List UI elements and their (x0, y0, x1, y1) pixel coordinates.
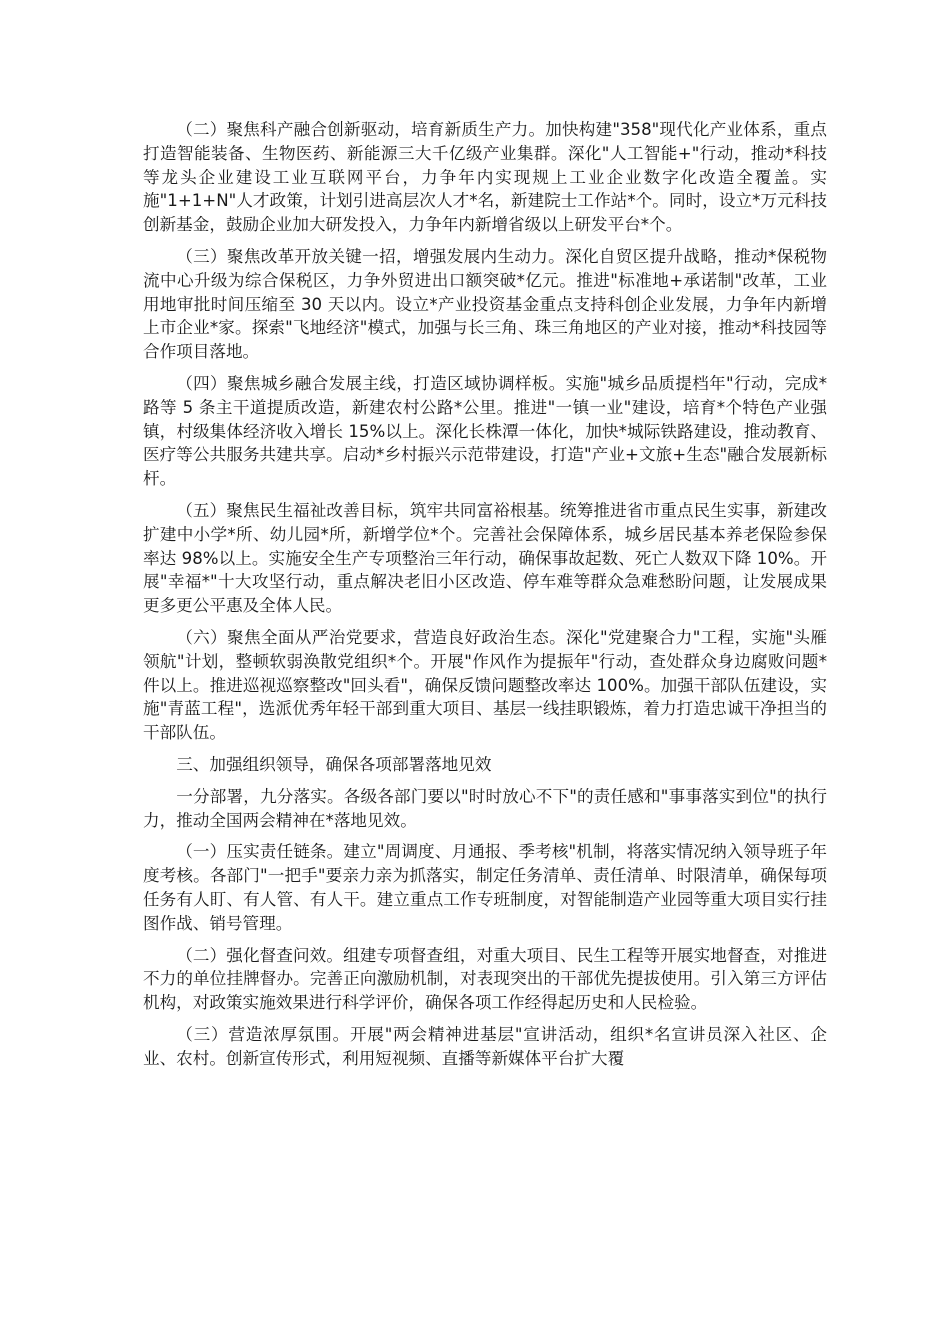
paragraph-section-2-3: （三）聚焦改革开放关键一招，增强发展内生动力。深化自贸区提升战略，推动*保税物流中心升级为综合保税区，力争外贸进出口额突破*亿元。推进"标准地+承诺制"改革，工业用地审批时间压缩至 30 天以内。设立*产业投资基金重点支持科创企业发展，力争年内新增上市企业*家。探索"飞地经济"模式，加强与长三角、珠三角地区的产业对接，推动*科技园等合作项目落地。 (143, 246, 827, 362)
document-body (143, 118, 827, 1078)
section-heading-3: 三、加强组织领导，确保各项部署落地见效 (176, 754, 492, 774)
paragraph-section-3-2: （二）强化督查问效。组建专项督查组，对重大项目、民生工程等开展实地督查，对推进不力的单位挂牌督办。完善正向激励机制，对表现突出的干部优先提拔使用。引入第三方评估机构，对政策实施效果进行科学评价，确保各项工作经得起历史和人民检验。 (143, 945, 827, 1013)
paragraph-section-2-4: （四）聚焦城乡融合发展主线，打造区域协调样板。实施"城乡品质提档年"行动，完成*路等 5 条主干道提质改造，新建农村公路*公里。推进"一镇一业"建设，培育*个特色产业强镇，村级集体经济收入增长 15%以上。深化长株潭一体化，加快*城际铁路建设，推动教育、医疗等公共服务共建共享。启动*乡村振兴示范带建设，打造"产业+文旅+生态"融合发展新标杆。 (143, 373, 827, 489)
paragraph-section-3-1: （一）压实责任链条。建立"周调度、月通报、季考核"机制，将落实情况纳入领导班子年度考核。各部门"一把手"要亲力亲为抓落实，制定任务清单、责任清单、时限清单，确保每项任务有人盯、有人管、有人干。建立重点工作专班制度，对智能制造产业园等重大项目实行挂图作战、销号管理。 (143, 842, 827, 933)
paragraph-section-2-6: （六）聚焦全面从严治党要求，营造良好政治生态。深化"党建聚合力"工程，实施"头雁领航"计划，整顿软弱涣散党组织*个。开展"作风作为提振年"行动，查处群众身边腐败问题*件以上。推进巡视巡察整改"回头看"，确保反馈问题整改率达 100%。加强干部队伍建设，实施"青蓝工程"，选派优秀年轻干部到重大项目、基层一线挂职锻炼，着力打造忠诚干净担当的干部队伍。 (143, 627, 827, 743)
paragraph-section-2-2: （二）聚焦科产融合创新驱动，培育新质生产力。加快构建"358"现代化产业体系，重点打造智能装备、生物医药、新能源三大千亿级产业集群。深化"人工智能+"行动，推动*科技等龙头企业建设工业互联网平台，力争年内实现规上工业企业数字化改造全覆盖。实施"1+1+N"人才政策，计划引进高层次人才*名，新建院士工作站*个。同时，设立*万元科技创新基金，鼓励企业加大研发投入，力争年内新增省级以上研发平台*个。 (143, 120, 827, 235)
paragraph-section-3-intro: 一分部署，九分落实。各级各部门要以"时时放心不下"的责任感和"事事落实到位"的执行力，推动全国两会精神在*落地见效。 (143, 786, 827, 830)
paragraph-section-2-5: （五）聚焦民生福祉改善目标，筑牢共同富裕根基。统筹推进省市重点民生实事，新建改扩建中小学*所、幼儿园*所，新增学位*个。完善社会保障体系，城乡居民基本养老保险参保率达 98%以上。实施安全生产专项整治三年行动，确保事故起数、死亡人数双下降 10%。开展"幸福*"十大攻坚行动，重点解决老旧小区改造、停车难等群众急难愁盼问题，让发展成果更多更公平惠及全体人民。 (143, 500, 827, 616)
paragraph-section-3-3: （三）营造浓厚氛围。开展"两会精神进基层"宣讲活动，组织*名宣讲员深入社区、企业、农村。创新宣传形式，利用短视频、直播等新媒体平台扩大覆 (143, 1024, 827, 1068)
